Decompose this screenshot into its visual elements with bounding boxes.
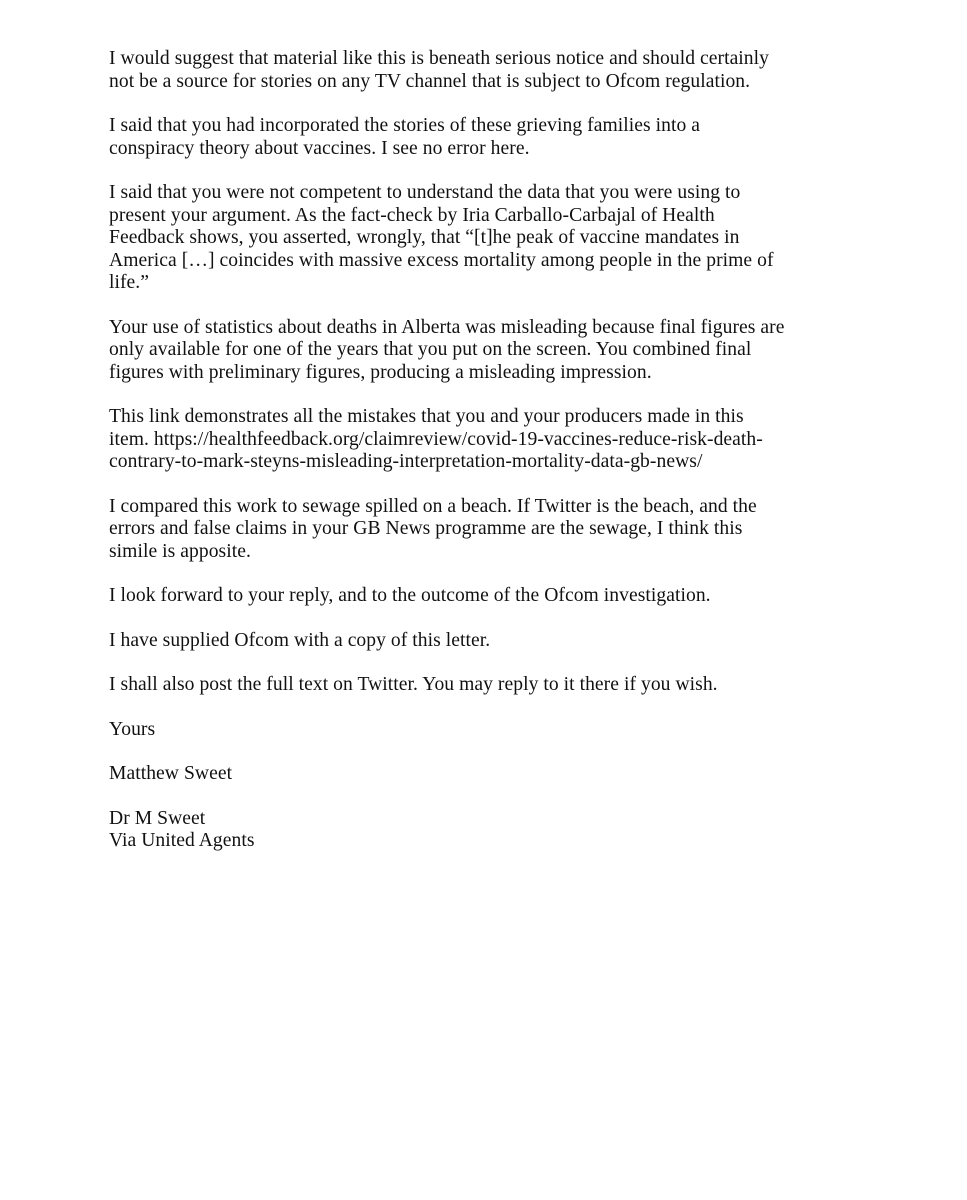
- paragraph-supplied-ofcom: I have supplied Ofcom with a copy of this letter.: [109, 629, 491, 651]
- signoff: Yours: [109, 718, 156, 740]
- paragraph-alberta-statistics: Your use of statistics about deaths in Alberta was misleading because final figures are only available for one of the years that you put on the screen. You combined final figures with preliminary figures, producing a misleading impression.: [109, 316, 785, 383]
- sender-via: Via United Agents: [109, 830, 255, 851]
- paragraph-not-competent-data: I said that you were not competent to understand the data that you were using to present your argument. As the fact-check by Iria Carballo-Carbajal of Health Feedback shows, you asserted, wrongly, that “[t]he peak of vaccine mandates in America […] coincides with massive excess mortality among people in the prime of life.”: [109, 182, 774, 293]
- paragraph-factcheck-link: This link demonstrates all the mistakes that you and your producers made in this item. https://healthfeedback.org/claimreview/covid-19-vaccines-reduce-risk-death- contrary-to-mark-steyns-misleading-interpretation-mortality-data-gb-news/: [109, 406, 763, 472]
- paragraph-look-forward: I look forward to your reply, and to the outcome of the Ofcom investigation.: [109, 585, 711, 606]
- signature-name: Matthew Sweet: [109, 763, 233, 784]
- paragraph-sewage-simile: I compared this work to sewage spilled on a beach. If Twitter is the beach, and the errors and false claims in your GB News programme are the sewage, I think this simile is apposite.: [109, 495, 757, 562]
- sender-title: Dr M Sweet: [109, 807, 206, 829]
- sender-block: [109, 808, 869, 853]
- paragraph-material-beneath-notice: I would suggest that material like this is beneath serious notice and should certainly not be a source for stories on any TV channel that is subject to Ofcom regulation.: [109, 48, 769, 92]
- paragraph-grieving-families: I said that you had incorporated the stories of these grieving families into a conspiracy theory about vaccines. I see no error here.: [109, 115, 701, 159]
- letter-body: [109, 48, 869, 853]
- paragraph-post-on-twitter: I shall also post the full text on Twitter. You may reply to it there if you wish.: [109, 674, 718, 695]
